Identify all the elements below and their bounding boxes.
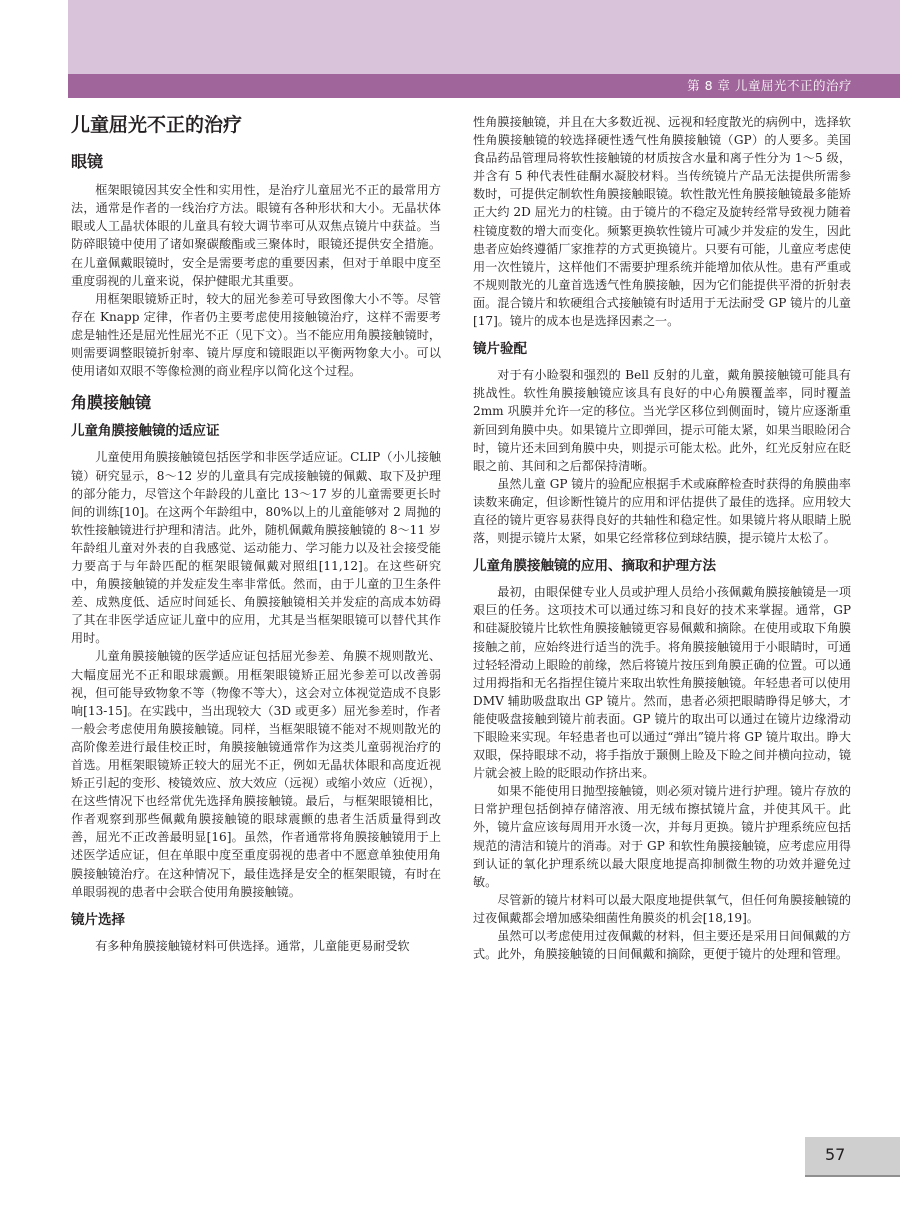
- paragraph: 有多种角膜接触镜材料可供选择。通常，儿童能更易耐受软: [95, 938, 410, 953]
- header-band: [68, 0, 900, 74]
- paragraph: 框架眼镜因其安全性和实用性，是治疗儿童屈光不正的最常用方法，通常是作者的一线治疗方法。眼镜有各种形状和大小。无晶状体眼或人工晶状体眼的儿童具有较大调节率可从双焦点镜片中获益。当防碎眼镜中使用了诸如聚碳酸酯或三聚体时，眼镜还提供安全措施。在儿童佩戴眼镜时，安全是需要考虑的重要因素，但对于单眼中度至重度弱视的儿童来说，保护健眼尤其重要。: [71, 183, 441, 288]
- paragraph: 最初，由眼保健专业人员或护理人员给小孩佩戴角膜接触镜是一项艰巨的任务。这项技术可以通过练习和良好的技术来掌握。通常，GP 和硅凝胶镜片比软性角膜接触镜更容易佩戴和摘除。在使用或取下角膜接触之前，应始终进行适当的洗手。将角膜接触镜用于小眼睛时，可通过轻轻滑动上眼睑的前缘，然后将镜片按压到角膜正确的位置。可以通过用拇指和无名指捏住镜片来取出软性角膜接触镜。年轻患者可以使用 DMV 辅助吸盘取出 GP 镜片。然而，患者必须把眼睛睁得足够大，才能使吸盘接触到镜片前表面。GP 镜片的取出可以通过在镜片边缘滑动下眼睑来实现。年轻患者也可以通过“弹出”镜片将 GP 镜片取出。睁大双眼，保持眼球不动，将手指放于颞侧上睑及下睑之间并横向拉动，镜片就会被上睑的眨眼动作挤出来。: [473, 585, 851, 781]
- paragraph: 虽然儿童 GP 镜片的验配应根据手术或麻醉检查时获得的角膜曲率读数来确定，但诊断性镜片的应用和评估提供了最佳的选择。应用较大直径的镜片更容易获得良好的共轴性和稳定性。如果镜片将从眼睛上脱落，则提示镜片太紧，如果它经常移位到球结膜，提示镜片太松了。: [473, 476, 851, 546]
- subsection-heading: 儿童角膜接触镜的应用、摘取和护理方法: [473, 558, 716, 575]
- right-column: [473, 113, 851, 963]
- section-heading: 角膜接触镜: [71, 393, 152, 413]
- subsection-heading: 镜片验配: [473, 341, 527, 358]
- left-column-text: [71, 153, 441, 955]
- chapter-title: 第 8 章 儿童屈光不正的治疗: [687, 78, 852, 93]
- paragraph: 尽管新的镜片材料可以最大限度地提供氧气，但任何角膜接触镜的过夜佩戴都会增加感染细菌性角膜炎的机会[18,19]。: [473, 892, 851, 925]
- paragraph: 对于有小睑裂和强烈的 Bell 反射的儿童，戴角膜接触镜可能具有挑战性。软性角膜接触镜应该具有良好的中心角膜覆盖率，同时覆盖 2mm 巩膜并允许一定的移位。当光学区移位到侧面时，镜片应逐渐重新回到角膜中央。如果镜片立即弹回，提示可能太紧，如果当眼睑闭合时，镜片还未回到角膜中央，则提示可能太松。此外，红光反射应在眨眼之前、其间和之后都保持清晰。: [473, 368, 851, 473]
- left-column: [71, 113, 441, 955]
- subsection-heading: 儿童角膜接触镜的适应证: [71, 423, 220, 440]
- subsection-heading: 镜片选择: [71, 911, 125, 928]
- section-heading: 眼镜: [71, 152, 104, 172]
- chapter-bar: [68, 74, 900, 98]
- right-column-text: [473, 113, 851, 963]
- paragraph: 儿童角膜接触镜的医学适应证包括屈光参差、角膜不规则散光、大幅度屈光不正和眼球震颤。用框架眼镜矫正屈光参差可以改善弱视，但可能导致物象不等（物像不等大），这会对立体视觉造成不良影响[13-15]。在实践中，当出现较大（3D 或更多）屈光参差时，作者一般会考虑使用角膜接触镜。同样，当框架眼镜不能对不规则散光的高阶像差进行最佳校正时，角膜接触镜通常作为这类儿童弱视治疗的首选。用框架眼镜矫正较大的屈光不正，例如无晶状体眼和高度近视矫正引起的变形、棱镜效应、放大效应（远视）或缩小效应（近视），在这些情况下也经常优先选择角膜接触镜。最后，与框架眼镜相比，作者观察到那些佩戴角膜接触镜的眼球震颤的患者生活质量得到改善，屈光不正改善最明显[16]。虽然，作者通常将角膜接触镜用于上述医学适应证，但在单眼中度至重度弱视的患者中不愿意单独使用角膜接触镜治疗。在这种情况下，最佳选择是安全的框架眼镜，有时在单眼弱视的患者中会联合使用角膜接触镜。: [71, 649, 441, 899]
- paragraph: 用框架眼镜矫正时，较大的屈光参差可导致图像大小不等。尽管存在 Knapp 定律，作者仍主要考虑使用接触镜治疗，这样不需要考虑是轴性还是屈光性屈光不正（见下文）。当不能应用角膜接触镜时，则需要调整眼镜折射率、镜片厚度和镜眼距以平衡两物象大小。可以使用诸如双眼不等像检测的商业程序以简化这个过程。: [71, 291, 441, 379]
- page-title: 儿童屈光不正的治疗: [71, 114, 243, 136]
- paragraph: 性角膜接触镜，并且在大多数近视、远视和轻度散光的病例中，选择软性角膜接触镜的较选择硬性透气性角膜接触镜（GP）的人要多。美国食品药品管理局将软性接触镜的材质按含水量和离子性分为 1～5 级，并含有 5 种代表性硅酮水凝胶材料。当传统镜片产品无法提供所需参数时，可提供定制软性角膜接触眼镜。软性散光性角膜接触镜最多能矫正大约 2D 屈光力的柱镜。由于镜片的不稳定及旋转经常导致视力随着柱镜度数的增大而变化。频繁更换软性镜片可减少并发症的发生，因此患者应始终遵循厂家推荐的方式更换镜片。只要有可能，儿童应考虑使用一次性镜片，这样他们不需要护理系统并能增加依从性。患有严重或不规则散光的儿童首选透气性角膜接触，因为它们能提供平滑的折射表面。混合镜片和软硬组合式接触镜有时适用于无法耐受 GP 镜片的儿童[17]。镜片的成本也是选择因素之一。: [473, 115, 851, 329]
- page-number-tab: [805, 1137, 900, 1177]
- paragraph: 儿童使用角膜接触镜包括医学和非医学适应证。CLIP（小儿接触镜）研究显示，8～12 岁的儿童具有完成接触镜的佩戴、取下及护理的部分能力，尽管这个年龄段的儿童比 13～17 岁的儿童需要更长时间的训练[10]。在这两个年龄组中，80%以上的儿童能够对 2 周抛的软性接触镜进行护理和清洁。此外，随机佩戴角膜接触镜的 8～11 岁年龄组儿童对外表的自我感觉、运动能力、学习能力以及社会接受能力要高于与年龄匹配的框架眼镜佩戴对照组[11,12]。在这些研究中，角膜接触镜的并发症发生率非常低。然而，由于儿童的卫生条件差、成熟度低、适应时间延长、角膜接触镜相关并发症的高成本妨碍了其在非医学适应证儿童中的应用，尤其是当框架眼镜可以替代其作用时。: [71, 450, 441, 646]
- paragraph: 虽然可以考虑使用过夜佩戴的材料，但主要还是采用日间佩戴的方式。此外，角膜接触镜的日间佩戴和摘除，更便于镜片的处理和管理。: [473, 929, 851, 962]
- paragraph: 如果不能使用日抛型接触镜，则必须对镜片进行护理。镜片存放的日常护理包括倒掉存储溶液、用无绒布擦拭镜片盒，并使其风干。此外，镜片盒应该每周用开水烫一次，并每月更换。镜片护理系统应包括规范的清洁和镜片的消毒。对于 GP 和软性角膜接触镜，应考虑应用得到认证的氧化护理系统以最大限度地提高抑制微生物的功效并避免过敏。: [473, 784, 851, 889]
- page-number: 57: [825, 1145, 846, 1164]
